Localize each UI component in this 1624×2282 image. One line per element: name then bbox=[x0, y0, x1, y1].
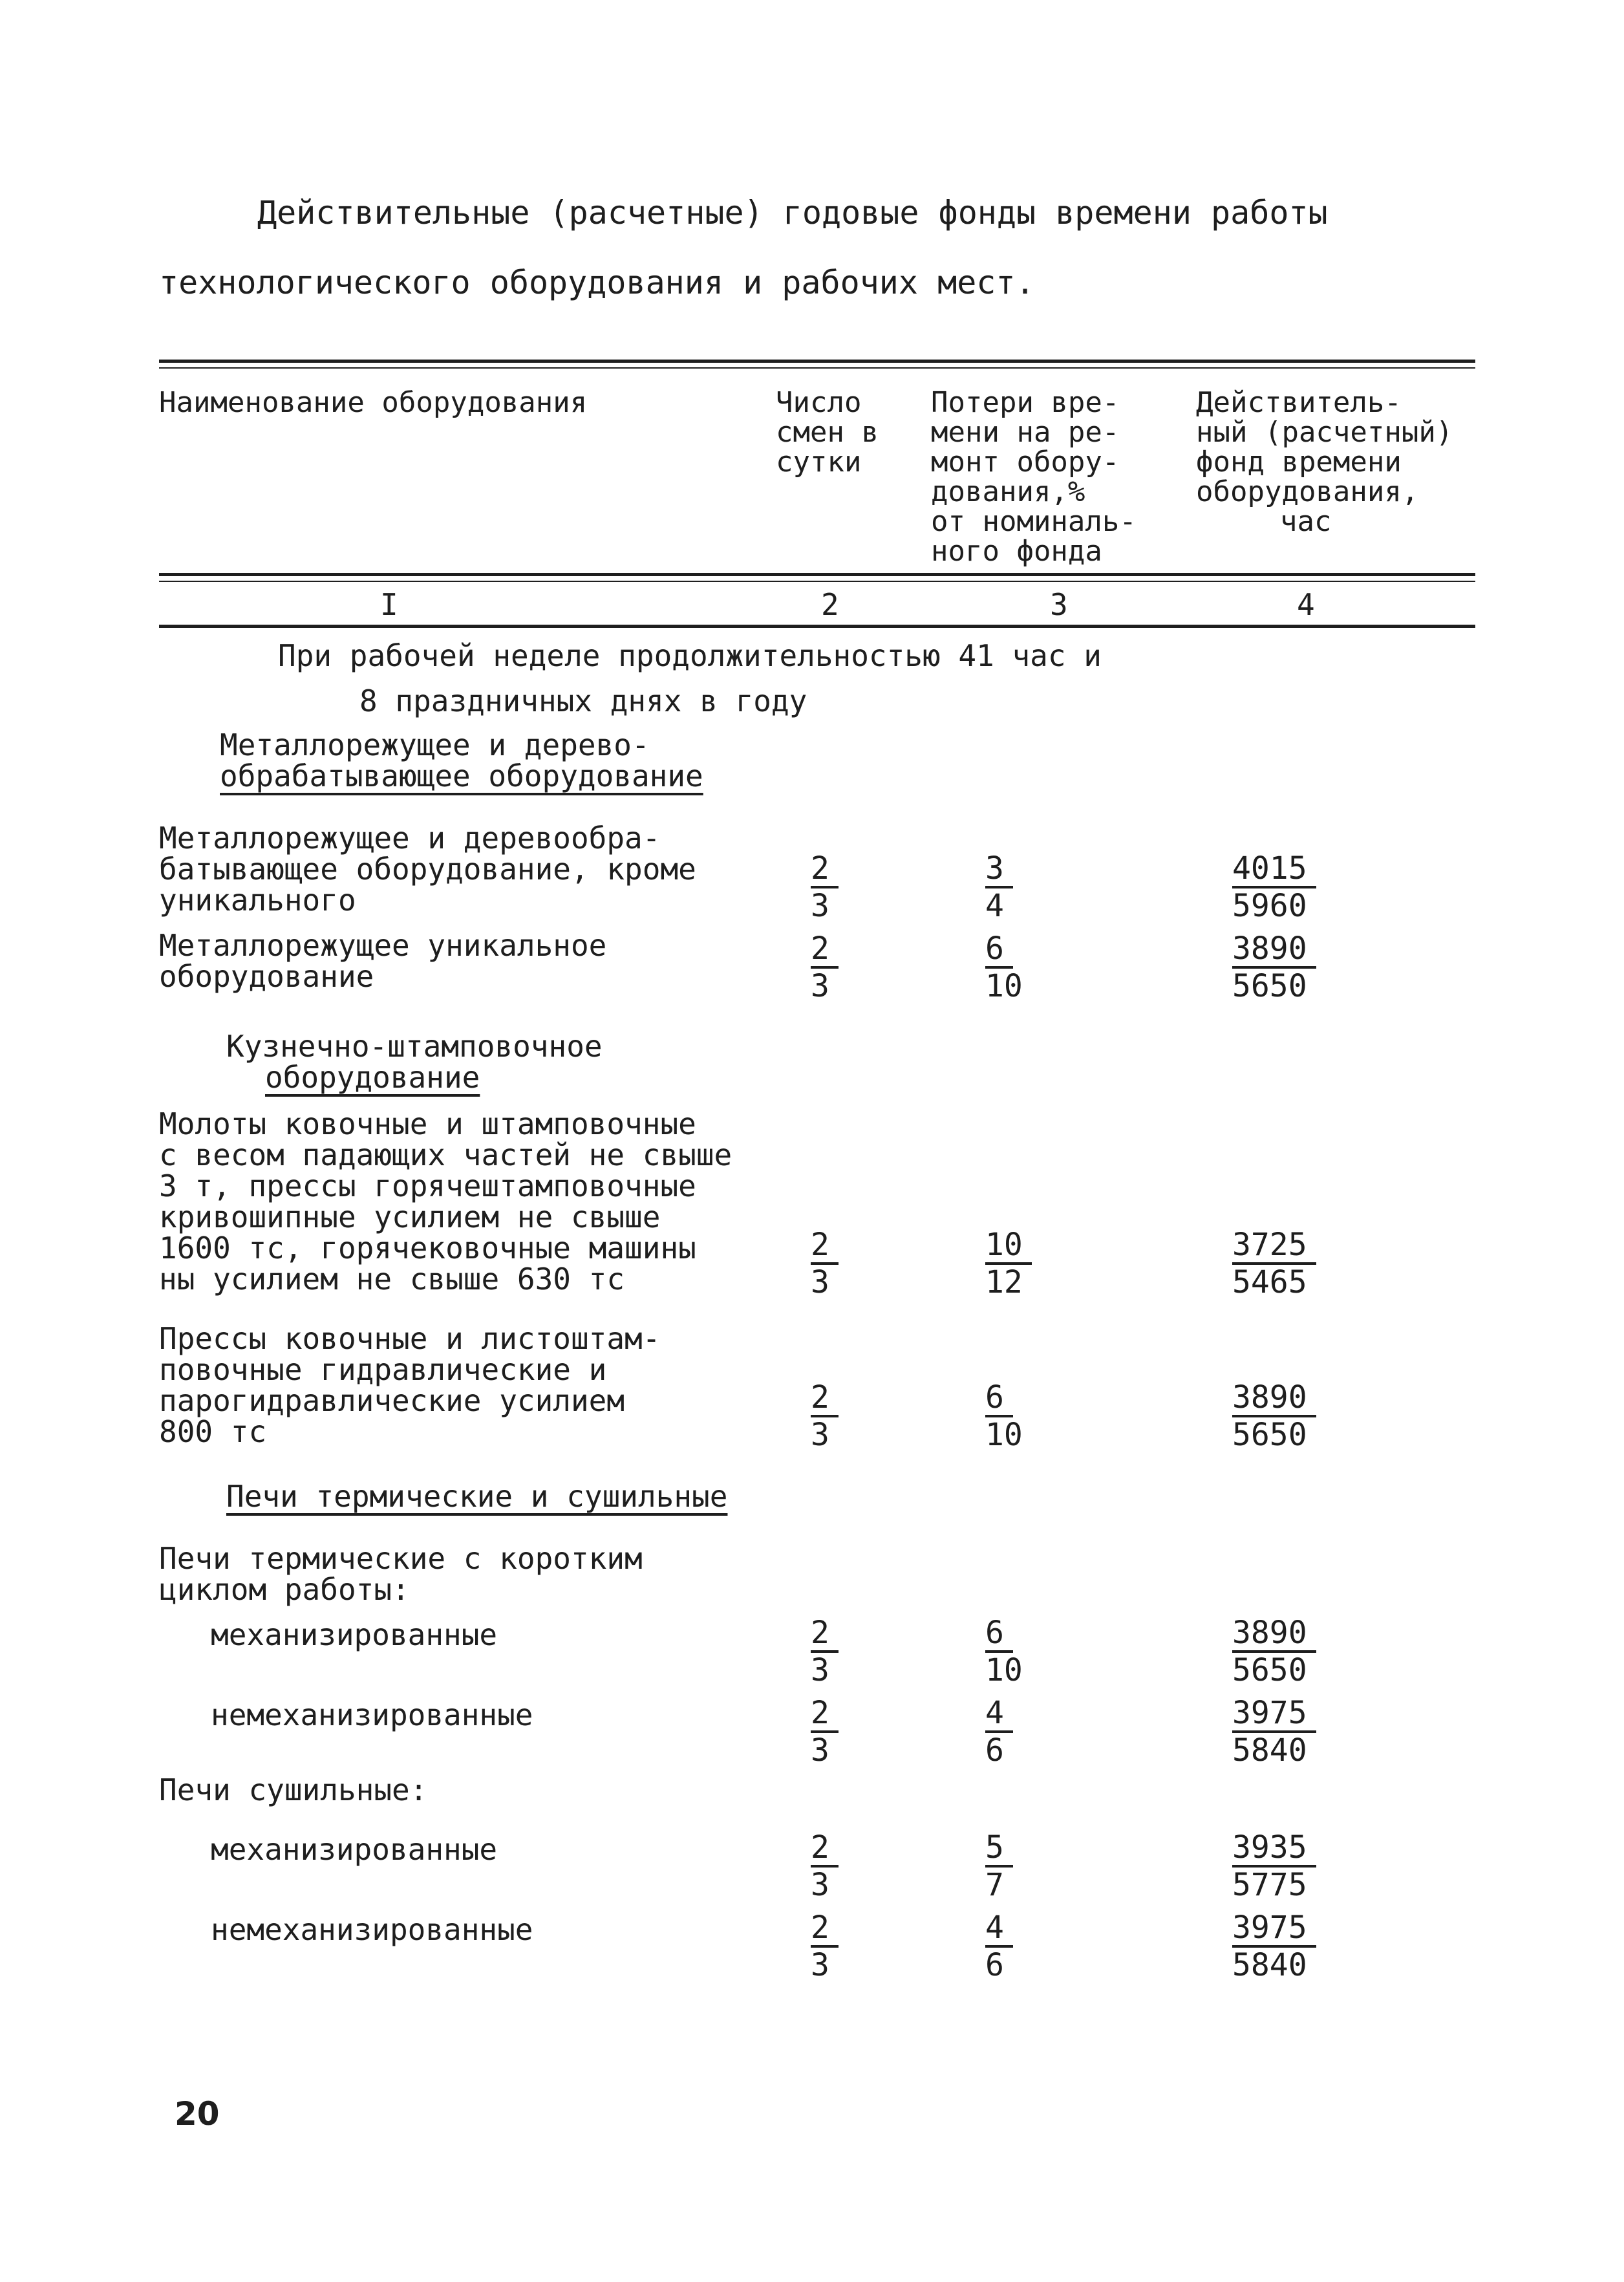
fund-fraction: $\frac{3890}{5650}$ bbox=[1232, 1380, 1316, 1452]
section-heading-furnaces: Печи термические и сушильные bbox=[226, 1479, 728, 1514]
column-numbers-rule bbox=[159, 625, 1475, 628]
header-col-fund: Действитель- ный (расчетный) фонд времени оборудования, час bbox=[1196, 386, 1453, 538]
shifts-fraction: $\frac{2}{3}$ bbox=[811, 1380, 839, 1452]
fund-fraction: $\frac{3975}{5840}$ bbox=[1232, 1695, 1316, 1768]
row-name-thermal-1: механизированные bbox=[211, 1617, 498, 1652]
fund-fraction: $\frac{3975}{5840}$ bbox=[1232, 1910, 1316, 1983]
row-name-drying-1: механизированные bbox=[211, 1832, 498, 1867]
shifts-fraction: $\frac{2}{3}$ bbox=[811, 1615, 839, 1688]
title-line-1: Действительные (расчетные) годовые фонды времени работы bbox=[257, 194, 1328, 231]
row-name-metal-2: Металлорежущее уникальное оборудование bbox=[159, 928, 607, 994]
header-bottom-rule-thin bbox=[159, 581, 1475, 582]
shifts-fraction: $\frac{2}{3}$ bbox=[811, 1227, 839, 1300]
shifts-fraction: $\frac{2}{3}$ bbox=[811, 1830, 839, 1902]
table-top-rule bbox=[159, 360, 1475, 363]
column-number-1: I bbox=[380, 587, 398, 622]
losses-fraction: $\frac{5}{7}$ bbox=[985, 1830, 1013, 1902]
header-col-name: Наименование оборудования bbox=[159, 386, 588, 419]
losses-fraction: $\frac{4}{6}$ bbox=[985, 1695, 1013, 1768]
losses-fraction: $\frac{6}{10}$ bbox=[985, 931, 1023, 1004]
shifts-fraction: $\frac{2}{3}$ bbox=[811, 931, 839, 1004]
fund-fraction: $\frac{3935}{5775}$ bbox=[1232, 1830, 1316, 1902]
header-col-shifts: Число смен в сутки bbox=[776, 386, 879, 479]
losses-fraction: $\frac{4}{6}$ bbox=[985, 1910, 1013, 1983]
intro-line-1: При рабочей неделе продолжительностью 41 час и bbox=[278, 638, 1102, 673]
page-number: 20 bbox=[175, 2095, 220, 2133]
column-number-2: 2 bbox=[821, 587, 839, 622]
row-name-forge-2: Прессы ковочные и листоштам- повочные гидравлические и парогидравлические усилием 800 тс bbox=[159, 1321, 661, 1449]
section-heading-metal: Металлорежущее и деревo- обрабатывающее оборудование bbox=[220, 727, 703, 793]
row-name-metal-1: Металлорежущее и деревообра- батывающее оборудование, кроме уникального bbox=[159, 821, 696, 918]
title-line-2: технологического оборудования и рабочих мест. bbox=[159, 264, 1035, 301]
fund-fraction: $\frac{4015}{5960}$ bbox=[1232, 851, 1316, 923]
column-number-4: 4 bbox=[1297, 587, 1315, 622]
thermal-furnaces-label: Печи термические с коротким циклом работы: bbox=[159, 1541, 643, 1607]
shifts-fraction: $\frac{2}{3}$ bbox=[811, 1695, 839, 1768]
header-col-losses: Потери вре- мени на ре- монт обору- дования,% от номиналь- ного фонда bbox=[931, 386, 1137, 568]
shifts-fraction: $\frac{2}{3}$ bbox=[811, 851, 839, 923]
row-name-thermal-2: немеханизированные bbox=[211, 1697, 533, 1732]
table-top-rule-thin bbox=[159, 367, 1475, 369]
header-bottom-rule bbox=[159, 573, 1475, 576]
row-name-drying-2: немеханизированные bbox=[211, 1912, 533, 1947]
fund-fraction: $\frac{3725}{5465}$ bbox=[1232, 1227, 1316, 1300]
losses-fraction: $\frac{3}{4}$ bbox=[985, 851, 1013, 923]
fund-fraction: $\frac{3890}{5650}$ bbox=[1232, 931, 1316, 1004]
drying-furnaces-label: Печи сушильные: bbox=[159, 1772, 428, 1807]
losses-fraction: $\frac{10}{12}$ bbox=[985, 1227, 1032, 1300]
column-number-3: 3 bbox=[1050, 587, 1068, 622]
losses-fraction: $\frac{6}{10}$ bbox=[985, 1615, 1023, 1688]
section-heading-forge: Кузнечно-штамповочное оборудование bbox=[226, 1029, 603, 1095]
row-name-forge-1: Молоты ковочные и штамповочные с весом падающих частей не свыше 3 т, прессы горячештамповочные кривошипные усилием не свыше 1600 тс, горячековочные машины ны усилием не свыше 630 тс bbox=[159, 1106, 732, 1297]
losses-fraction: $\frac{6}{10}$ bbox=[985, 1379, 1023, 1453]
fund-fraction: $\frac{3890}{5650}$ bbox=[1232, 1615, 1316, 1688]
intro-line-2: 8 праздничных днях в году bbox=[359, 684, 807, 718]
shifts-fraction: $\frac{2}{3}$ bbox=[811, 1910, 839, 1983]
